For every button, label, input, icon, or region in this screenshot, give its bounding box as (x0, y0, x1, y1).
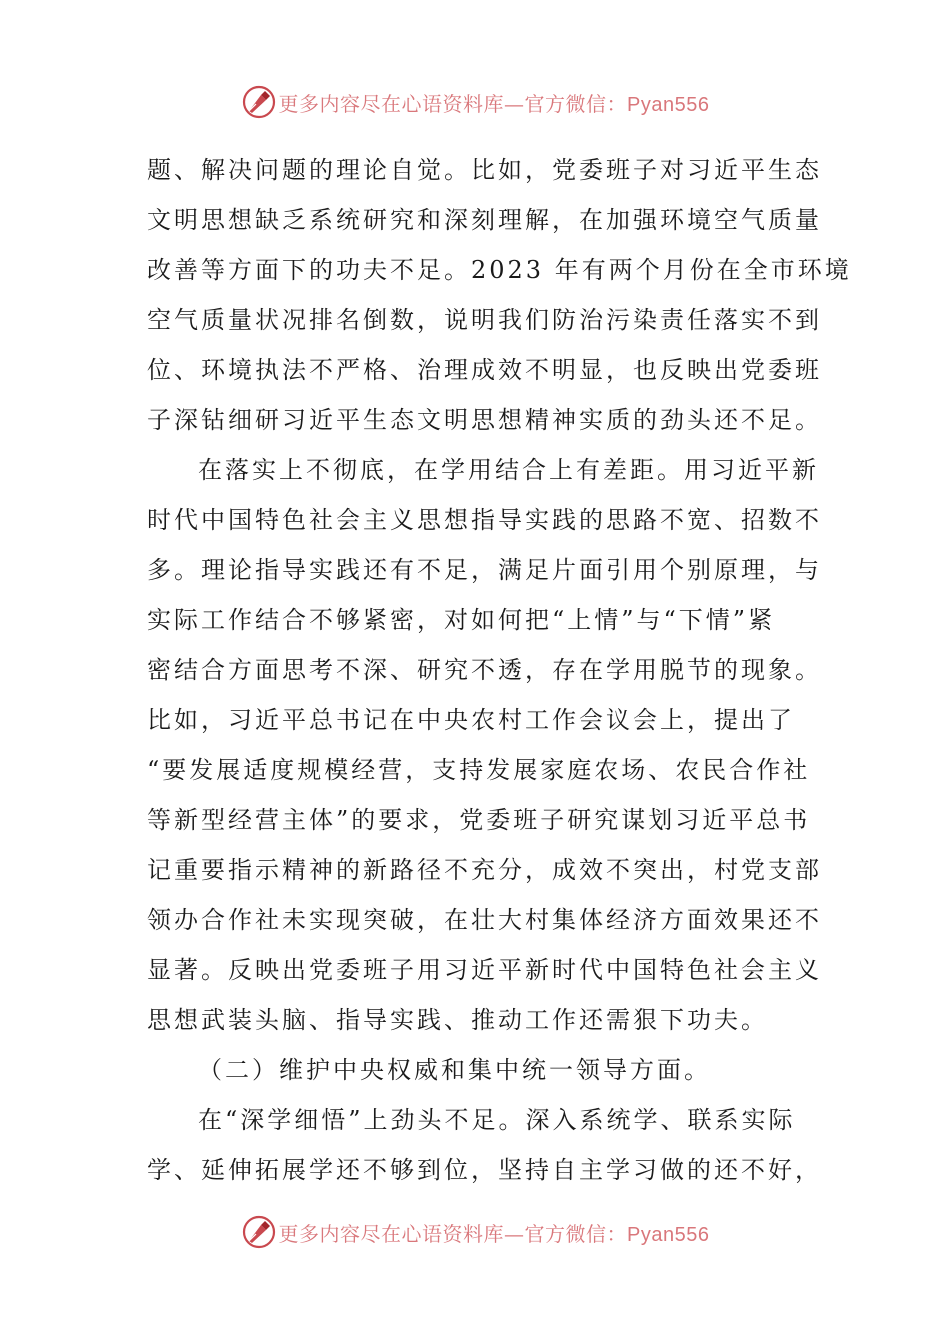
text-line: 文明思想缺乏系统研究和深刻理解，在加强环境空气质量 (147, 206, 822, 234)
text-line: （二）维护中央权威和集中统一领导方面。 (198, 1056, 711, 1084)
text-line: 密结合方面思考不深、研究不透，存在学用脱节的现象。 (147, 656, 822, 684)
pen-nib-logo-icon (241, 84, 277, 120)
text-line: 比如，习近平总书记在中央农村工作会议会上，提出了 (147, 706, 795, 734)
text-line: 子深钻细研习近平生态文明思想精神实质的劲头还不足。 (147, 406, 822, 434)
text-line: 在落实上不彻底，在学用结合上有差距。用习近平新 (198, 456, 819, 484)
text-line: 实际工作结合不够紧密，对如何把“上情”与“下情”紧 (147, 606, 776, 634)
text-line: 位、环境执法不严格、治理成效不明显，也反映出党委班 (147, 356, 822, 384)
text-line: 时代中国特色社会主义思想指导实践的思路不宽、招数不 (147, 506, 822, 534)
watermark-text: 更多内容尽在心语资料库—官方微信：Pyan556 (278, 91, 710, 116)
text-line: 题、解决问题的理论自觉。比如，党委班子对习近平生态 (147, 156, 822, 184)
text-line: 显著。反映出党委班子用习近平新时代中国特色社会主义 (147, 956, 822, 984)
text-line: 等新型经营主体”的要求，党委班子研究谋划习近平总书 (147, 806, 811, 834)
text-line: 思想武装头脑、指导实践、推动工作还需狠下功夫。 (147, 1006, 768, 1034)
text-line: 学、延伸拓展学还不够到位，坚持自主学习做的还不好， (147, 1156, 822, 1184)
text-line: 多。理论指导实践还有不足，满足片面引用个别原理，与 (147, 556, 822, 584)
text-line: 改善等方面下的功夫不足。2023 年有两个月份在全市环境 (147, 256, 852, 284)
text-line: 空气质量状况排名倒数，说明我们防治污染责任落实不到 (147, 306, 822, 334)
header-watermark (0, 82, 950, 122)
pen-nib-logo-icon (241, 1214, 277, 1250)
text-line: “要发展适度规模经营，支持发展家庭农场、农民合作社 (147, 756, 811, 784)
document-body (147, 145, 852, 1195)
text-line: 在“深学细悟”上劲头不足。深入系统学、联系实际 (198, 1106, 796, 1134)
footer-watermark (0, 1212, 950, 1252)
watermark-text: 更多内容尽在心语资料库—官方微信：Pyan556 (278, 1221, 710, 1246)
text-line: 记重要指示精神的新路径不充分，成效不突出，村党支部 (147, 856, 822, 884)
text-line: 领办合作社未实现突破，在壮大村集体经济方面效果还不 (147, 906, 822, 934)
